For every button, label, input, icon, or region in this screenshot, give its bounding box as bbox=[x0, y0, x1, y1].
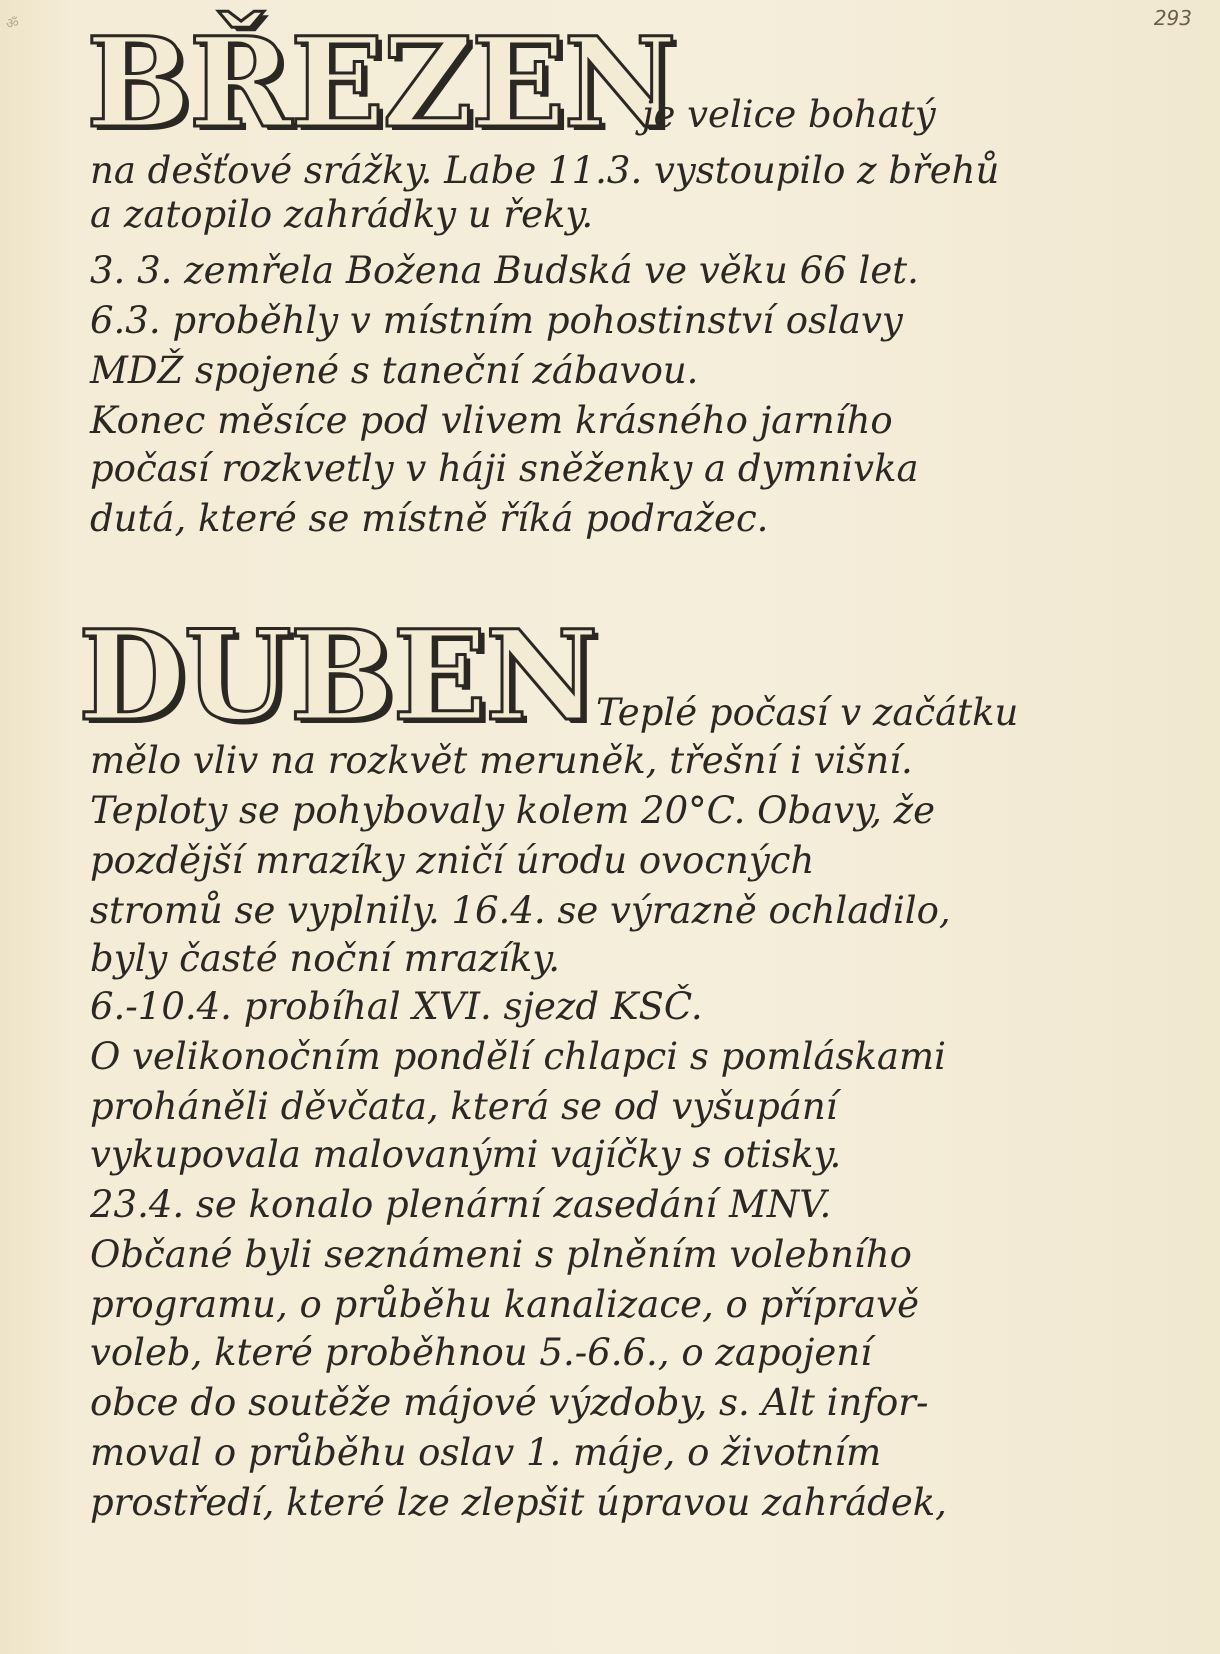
duben-line-12: Občané byli seznámeni s plněním volebního bbox=[90, 1233, 912, 1276]
duben-line-13: programu, o průběhu kanalizace, o přípravě bbox=[90, 1283, 919, 1326]
duben-line-6: byly časté noční mrazíky. bbox=[90, 937, 560, 980]
duben-line-2: mělo vliv na rozkvět meruněk, třešní i višní. bbox=[90, 739, 913, 782]
brezen-line-6: MDŽ spojené s taneční zábavou. bbox=[90, 349, 699, 392]
brezen-line-9: dutá, které se místně říká podražec. bbox=[90, 497, 769, 540]
duben-line-1: Teplé počasí v začátku bbox=[596, 691, 1019, 734]
duben-line-4: pozdější mrazíky zničí úrodu ovocných bbox=[90, 839, 815, 882]
page-number: 293 bbox=[1153, 6, 1192, 30]
brezen-line-1: je velice bohatý bbox=[642, 93, 936, 136]
duben-line-7: 6.-10.4. probíhal XVI. sjezd KSČ. bbox=[90, 985, 703, 1028]
duben-line-11: 23.4. se konalo plenární zasedání MNV. bbox=[90, 1183, 832, 1226]
brezen-line-4: 3. 3. zemřela Božena Budská ve věku 66 let. bbox=[90, 249, 919, 292]
duben-line-10: vykupovala malovanými vajíčky s otisky. bbox=[90, 1133, 842, 1176]
brezen-line-7: Konec měsíce pod vlivem krásného jarního bbox=[90, 399, 893, 442]
duben-line-9: proháněli děvčata, která se od vyšupání bbox=[90, 1085, 838, 1128]
duben-line-3: Teploty se pohybovaly kolem 20°C. Obavy, že bbox=[90, 789, 936, 832]
corner-mark: ॐ bbox=[6, 16, 19, 32]
brezen-line-8: počasí rozkvetly v háji sněženky a dymnivka bbox=[90, 447, 919, 490]
duben-line-14: voleb, které proběhnou 5.-6.6., o zapojení bbox=[90, 1331, 872, 1374]
month-heading-brezen: BŘEZEN bbox=[86, 11, 675, 156]
brezen-line-3: a zatopilo zahrádky u řeky. bbox=[90, 193, 594, 236]
duben-line-15: obce do soutěže májové výzdoby, s. Alt infor- bbox=[90, 1381, 929, 1424]
brezen-line-5: 6.3. proběhly v místním pohostinství oslavy bbox=[90, 299, 903, 342]
duben-line-5: stromů se vyplnily. 16.4. se výrazně ochladilo, bbox=[90, 889, 951, 932]
duben-line-16: moval o průběhu oslav 1. máje, o životním bbox=[90, 1431, 882, 1474]
brezen-line-2: na dešťové srážky. Labe 11.3. vystoupilo z břehů bbox=[90, 149, 1000, 192]
month-heading-duben: DUBEN bbox=[78, 604, 597, 749]
duben-line-8: O velikonočním pondělí chlapci s pomláskami bbox=[90, 1035, 946, 1078]
duben-line-17: prostředí, které lze zlepšit úpravou zahrádek, bbox=[90, 1481, 947, 1524]
